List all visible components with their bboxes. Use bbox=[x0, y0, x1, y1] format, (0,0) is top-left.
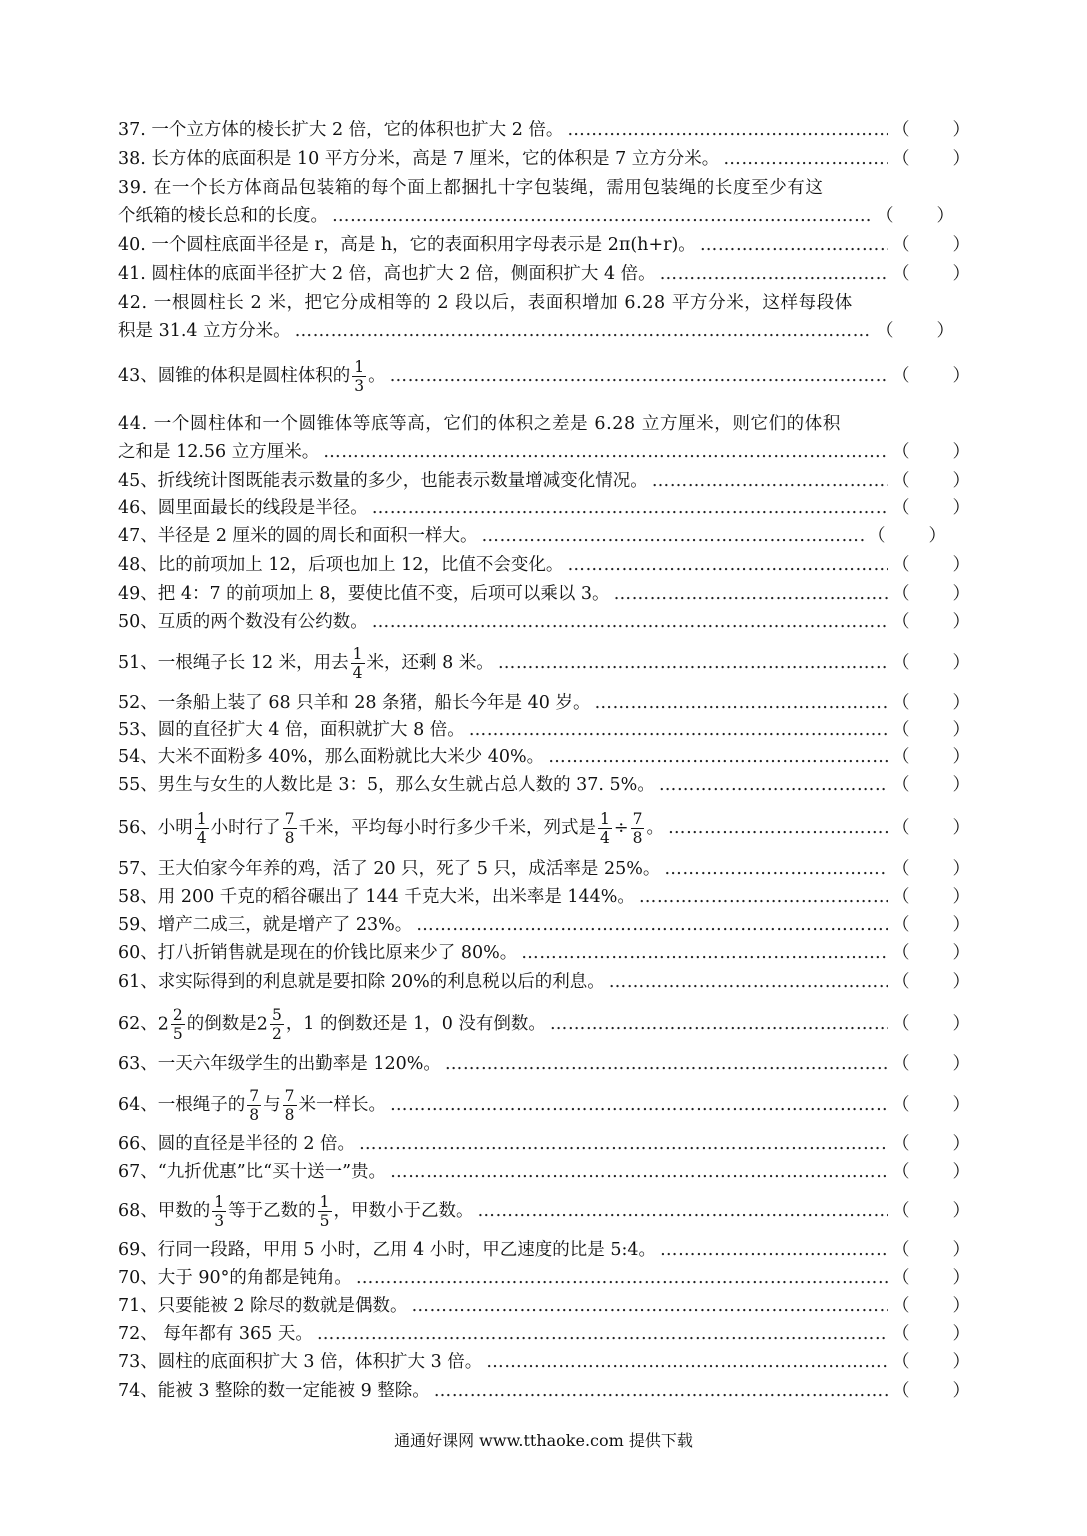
question-64 bbox=[118, 1082, 970, 1128]
dot-leader bbox=[390, 1091, 888, 1119]
fraction-5-2: $\frac{5}{2}$ bbox=[271, 1005, 282, 1043]
dot-leader bbox=[332, 202, 872, 230]
question-46 bbox=[118, 494, 970, 522]
dot-leader bbox=[356, 1264, 888, 1292]
question-text: 50、互质的两个数没有公约数。 bbox=[118, 612, 368, 632]
answer-blank[interactable]: （ ） bbox=[892, 1296, 970, 1316]
answer-blank[interactable]: （ ） bbox=[892, 943, 970, 963]
question-text: 40. 一个圆柱底面半径是 r，高是 h，它的表面积用字母表示是 2π(h+r)。 bbox=[118, 235, 696, 255]
question-48 bbox=[118, 551, 970, 579]
answer-blank[interactable]: （ ） bbox=[892, 972, 970, 992]
dot-leader bbox=[668, 814, 888, 842]
dot-leader bbox=[660, 1236, 888, 1264]
question-49 bbox=[118, 580, 970, 608]
dot-leader bbox=[567, 116, 888, 144]
fraction-7-8: $\frac{7}{8}$ bbox=[284, 1086, 295, 1124]
question-text: 63、一天六年级学生的出勤率是 120%。 bbox=[118, 1054, 441, 1074]
dot-leader bbox=[521, 939, 888, 967]
fraction-7-8: $\frac{7}{8}$ bbox=[284, 809, 295, 847]
fraction-1-3: $\frac{1}{3}$ bbox=[354, 357, 365, 395]
question-text: 53、圆的直径扩大 4 倍，面积就扩大 8 倍。 bbox=[118, 720, 465, 740]
question-text: 41. 圆柱体的底面半径扩大 2 倍，高也扩大 2 倍，侧面积扩大 4 倍。 bbox=[118, 264, 656, 284]
dot-leader bbox=[594, 689, 888, 717]
fraction-1-5: $\frac{1}{5}$ bbox=[319, 1192, 330, 1230]
dot-leader bbox=[660, 260, 888, 288]
answer-blank[interactable]: （ ） bbox=[892, 653, 970, 673]
page-footer: 通通好课网 www.tthaoke.com 提供下载 bbox=[394, 1431, 693, 1450]
question-57 bbox=[118, 855, 970, 883]
dot-leader bbox=[567, 551, 888, 579]
dot-leader bbox=[412, 1292, 888, 1320]
dot-leader bbox=[445, 1050, 888, 1078]
question-text: 54、大米不面粉多 40%，那么面粉就比大米少 40%。 bbox=[118, 747, 545, 767]
question-56 bbox=[118, 805, 970, 851]
question-43 bbox=[118, 353, 970, 399]
fraction-1-4: $\frac{1}{4}$ bbox=[352, 644, 363, 682]
question-42 bbox=[118, 289, 970, 345]
answer-blank[interactable]: （ ） bbox=[892, 859, 970, 879]
question-74 bbox=[118, 1377, 970, 1405]
fraction-1-4: $\frac{1}{4}$ bbox=[196, 809, 207, 847]
question-47 bbox=[118, 522, 970, 550]
answer-blank[interactable]: （ ） bbox=[892, 1268, 970, 1288]
question-text: 60、打八折销售就是现在的价钱比原来少了 80%。 bbox=[118, 943, 518, 963]
answer-blank[interactable]: （ ） bbox=[892, 1134, 970, 1154]
question-text: 62、2 $\frac{2}{5}$ 的倒数是2 $\frac{5}{2}$ ，1 的倒数还是 1，0 没有倒数。 bbox=[118, 1005, 546, 1043]
question-text: 72、 每年都有 365 天。 bbox=[118, 1324, 313, 1344]
answer-blank[interactable]: （ ） bbox=[892, 747, 970, 767]
dot-leader bbox=[652, 467, 888, 495]
dot-leader bbox=[434, 1377, 888, 1405]
question-text: 49、把 4：7 的前项加上 8，要使比值不变，后项可以乘以 3。 bbox=[118, 584, 610, 604]
question-text: 69、行同一段路，甲用 5 小时，乙用 4 小时，甲乙速度的比是 5:4。 bbox=[118, 1240, 657, 1260]
question-37 bbox=[118, 116, 970, 144]
question-text-line-1: 44. 一个圆柱体和一个圆锥体等底等高，它们的体积之差是 6.28 立方厘米，则它们的体积 bbox=[118, 414, 841, 434]
dot-leader bbox=[639, 883, 888, 911]
dot-leader bbox=[390, 1158, 888, 1186]
question-text: 51、一根绳子长 12 米，用去 $\frac{1}{4}$ 米，还剩 8 米。 bbox=[118, 644, 494, 682]
question-44 bbox=[118, 410, 970, 466]
question-text-line-2: 积是 31.4 立方分米。 bbox=[118, 321, 291, 341]
question-text-line-2: 个纸箱的棱长总和的长度。 bbox=[118, 206, 328, 226]
dot-leader bbox=[295, 317, 872, 345]
question-54 bbox=[118, 743, 970, 771]
answer-blank[interactable]: （ ） bbox=[892, 775, 970, 795]
question-60 bbox=[118, 939, 970, 967]
question-text: 52、一条船上装了 68 只羊和 28 条猪，船长今年是 40 岁。 bbox=[118, 693, 591, 713]
answer-blank[interactable]: （ ） bbox=[892, 442, 970, 462]
question-66 bbox=[118, 1130, 970, 1158]
question-text: 57、王大伯家今年养的鸡，活了 20 只，死了 5 只，成活率是 25%。 bbox=[118, 859, 661, 879]
question-38 bbox=[118, 145, 970, 173]
dot-leader bbox=[664, 855, 888, 883]
question-text: 48、比的前项加上 12，后项也加上 12，比值不会变化。 bbox=[118, 555, 564, 575]
fraction-2-5: $\frac{2}{5}$ bbox=[172, 1005, 183, 1043]
question-73 bbox=[118, 1348, 970, 1376]
question-text: 47、半径是 2 厘米的圆的周长和面积一样大。 bbox=[118, 526, 478, 546]
dot-leader bbox=[372, 494, 888, 522]
question-55 bbox=[118, 771, 970, 799]
answer-blank[interactable]: （ ） bbox=[892, 612, 970, 632]
fraction-1-4: $\frac{1}{4}$ bbox=[600, 809, 610, 847]
question-text: 46、圆里面最长的线段是半径。 bbox=[118, 498, 368, 518]
question-51 bbox=[118, 640, 970, 686]
dot-leader bbox=[548, 743, 888, 771]
fraction-7-8: $\frac{7}{8}$ bbox=[632, 809, 643, 847]
answer-blank[interactable]: （ ） bbox=[892, 1352, 970, 1372]
question-text: 59、增产二成三，就是增产了 23%。 bbox=[118, 915, 413, 935]
question-41 bbox=[118, 260, 970, 288]
dot-leader bbox=[659, 771, 888, 799]
dot-leader bbox=[723, 145, 888, 173]
dot-leader bbox=[486, 1348, 888, 1376]
answer-blank[interactable]: （ ） bbox=[892, 555, 970, 575]
answer-blank[interactable]: （ ） bbox=[876, 206, 954, 226]
question-text: 64、一根绳子的 $\frac{7}{8}$ 与 $\frac{7}{8}$ 米一样长。 bbox=[118, 1086, 387, 1124]
question-text: 61、求实际得到的利息就是要扣除 20%的利息税以后的利息。 bbox=[118, 972, 605, 992]
question-39 bbox=[118, 174, 970, 230]
answer-blank[interactable]: （ ） bbox=[892, 1201, 970, 1221]
question-text: 66、圆的直径是半径的 2 倍。 bbox=[118, 1134, 356, 1154]
answer-blank[interactable]: （ ） bbox=[892, 1054, 970, 1074]
dot-leader bbox=[416, 911, 888, 939]
answer-blank[interactable]: （ ） bbox=[892, 149, 970, 169]
dot-leader bbox=[498, 649, 888, 677]
question-72 bbox=[118, 1320, 970, 1348]
dot-leader bbox=[317, 1320, 888, 1348]
answer-blank[interactable]: （ ） bbox=[892, 693, 970, 713]
answer-blank[interactable]: （ ） bbox=[892, 887, 970, 907]
answer-blank[interactable]: （ ） bbox=[892, 1162, 970, 1182]
dot-leader bbox=[372, 608, 888, 636]
question-69 bbox=[118, 1236, 970, 1264]
answer-blank[interactable]: （ ） bbox=[876, 321, 954, 341]
question-text: 71、只要能被 2 除尽的数就是偶数。 bbox=[118, 1296, 408, 1316]
answer-blank[interactable]: （ ） bbox=[892, 1014, 970, 1034]
answer-blank[interactable]: （ ） bbox=[892, 120, 970, 140]
question-68 bbox=[118, 1188, 970, 1234]
dot-leader bbox=[469, 716, 888, 744]
question-50 bbox=[118, 608, 970, 636]
dot-leader bbox=[609, 968, 888, 996]
answer-blank[interactable]: （ ） bbox=[892, 235, 970, 255]
question-67 bbox=[118, 1158, 970, 1186]
question-text-line-2: 之和是 12.56 立方厘米。 bbox=[118, 442, 320, 462]
question-62 bbox=[118, 1001, 970, 1047]
question-59 bbox=[118, 911, 970, 939]
answer-blank[interactable]: （ ） bbox=[892, 1240, 970, 1260]
question-text: 55、男生与女生的人数比是 3：5，那么女生就占总人数的 37. 5%。 bbox=[118, 775, 655, 795]
question-text: 38. 长方体的底面积是 10 平方分米，高是 7 厘米，它的体积是 7 立方分米。 bbox=[118, 149, 720, 169]
question-text: 74、能被 3 整除的数一定能被 9 整除。 bbox=[118, 1381, 430, 1401]
dot-leader bbox=[482, 522, 864, 550]
answer-blank[interactable]: （ ） bbox=[892, 584, 970, 604]
answer-blank[interactable]: （ ） bbox=[892, 1381, 970, 1401]
question-63 bbox=[118, 1050, 970, 1078]
answer-blank[interactable]: （ ） bbox=[892, 1324, 970, 1344]
question-text: 73、圆柱的底面积扩大 3 倍，体积扩大 3 倍。 bbox=[118, 1352, 483, 1372]
question-53 bbox=[118, 716, 970, 744]
question-text: 37. 一个立方体的棱长扩大 2 倍，它的体积也扩大 2 倍。 bbox=[118, 120, 564, 140]
fraction-7-8: $\frac{7}{8}$ bbox=[249, 1086, 260, 1124]
question-61 bbox=[118, 968, 970, 996]
answer-blank[interactable]: （ ） bbox=[892, 720, 970, 740]
question-40 bbox=[118, 231, 970, 259]
question-text-line-1: 42. 一根圆柱长 2 米，把它分成相等的 2 段以后，表面积增加 6.28 平方分米，这样每段体 bbox=[118, 293, 853, 313]
dot-leader bbox=[700, 231, 888, 259]
question-text: 67、“九折优惠”比“买十送一”贵。 bbox=[118, 1162, 387, 1182]
question-text: 56、小明 $\frac{1}{4}$ 小时行了 $\frac{7}{8}$ 千米，平均每小时行多少千米，列式是 $\frac{1}{4}$ ÷ $\frac{7}{8}$ 。 bbox=[118, 809, 664, 847]
answer-blank[interactable]: （ ） bbox=[892, 818, 970, 838]
answer-blank[interactable]: （ ） bbox=[892, 1095, 970, 1115]
question-70 bbox=[118, 1264, 970, 1292]
question-text: 70、大于 90°的角都是钝角。 bbox=[118, 1268, 352, 1288]
dot-leader bbox=[390, 362, 888, 390]
dot-leader bbox=[550, 1010, 888, 1038]
question-52 bbox=[118, 689, 970, 717]
dot-leader bbox=[478, 1197, 888, 1225]
question-text: 45、折线统计图既能表示数量的多少，也能表示数量增减变化情况。 bbox=[118, 471, 648, 491]
fraction-1-3: $\frac{1}{3}$ bbox=[214, 1192, 225, 1230]
dot-leader bbox=[359, 1130, 888, 1158]
dot-leader bbox=[323, 438, 888, 466]
answer-blank[interactable]: （ ） bbox=[892, 915, 970, 935]
question-text-line-1: 39. 在一个长方体商品包装箱的每个面上都捆扎十字包装绳，需用包装绳的长度至少有这 bbox=[118, 178, 824, 198]
question-71 bbox=[118, 1292, 970, 1320]
answer-blank[interactable]: （ ） bbox=[892, 366, 970, 386]
question-text: 68、甲数的 $\frac{1}{3}$ 等于乙数的 $\frac{1}{5}$ ，甲数小于乙数。 bbox=[118, 1192, 474, 1230]
question-58 bbox=[118, 883, 970, 911]
question-text: 58、用 200 千克的稻谷碾出了 144 千克大米，出米率是 144%。 bbox=[118, 887, 635, 907]
answer-blank[interactable]: （ ） bbox=[892, 264, 970, 284]
dot-leader bbox=[614, 580, 888, 608]
question-45 bbox=[118, 467, 970, 495]
answer-blank[interactable]: （ ） bbox=[868, 526, 946, 546]
question-text: 43、圆锥的体积是圆柱体积的 $\frac{1}{3}$ 。 bbox=[118, 357, 386, 395]
answer-blank[interactable]: （ ） bbox=[892, 498, 970, 518]
answer-blank[interactable]: （ ） bbox=[892, 471, 970, 491]
